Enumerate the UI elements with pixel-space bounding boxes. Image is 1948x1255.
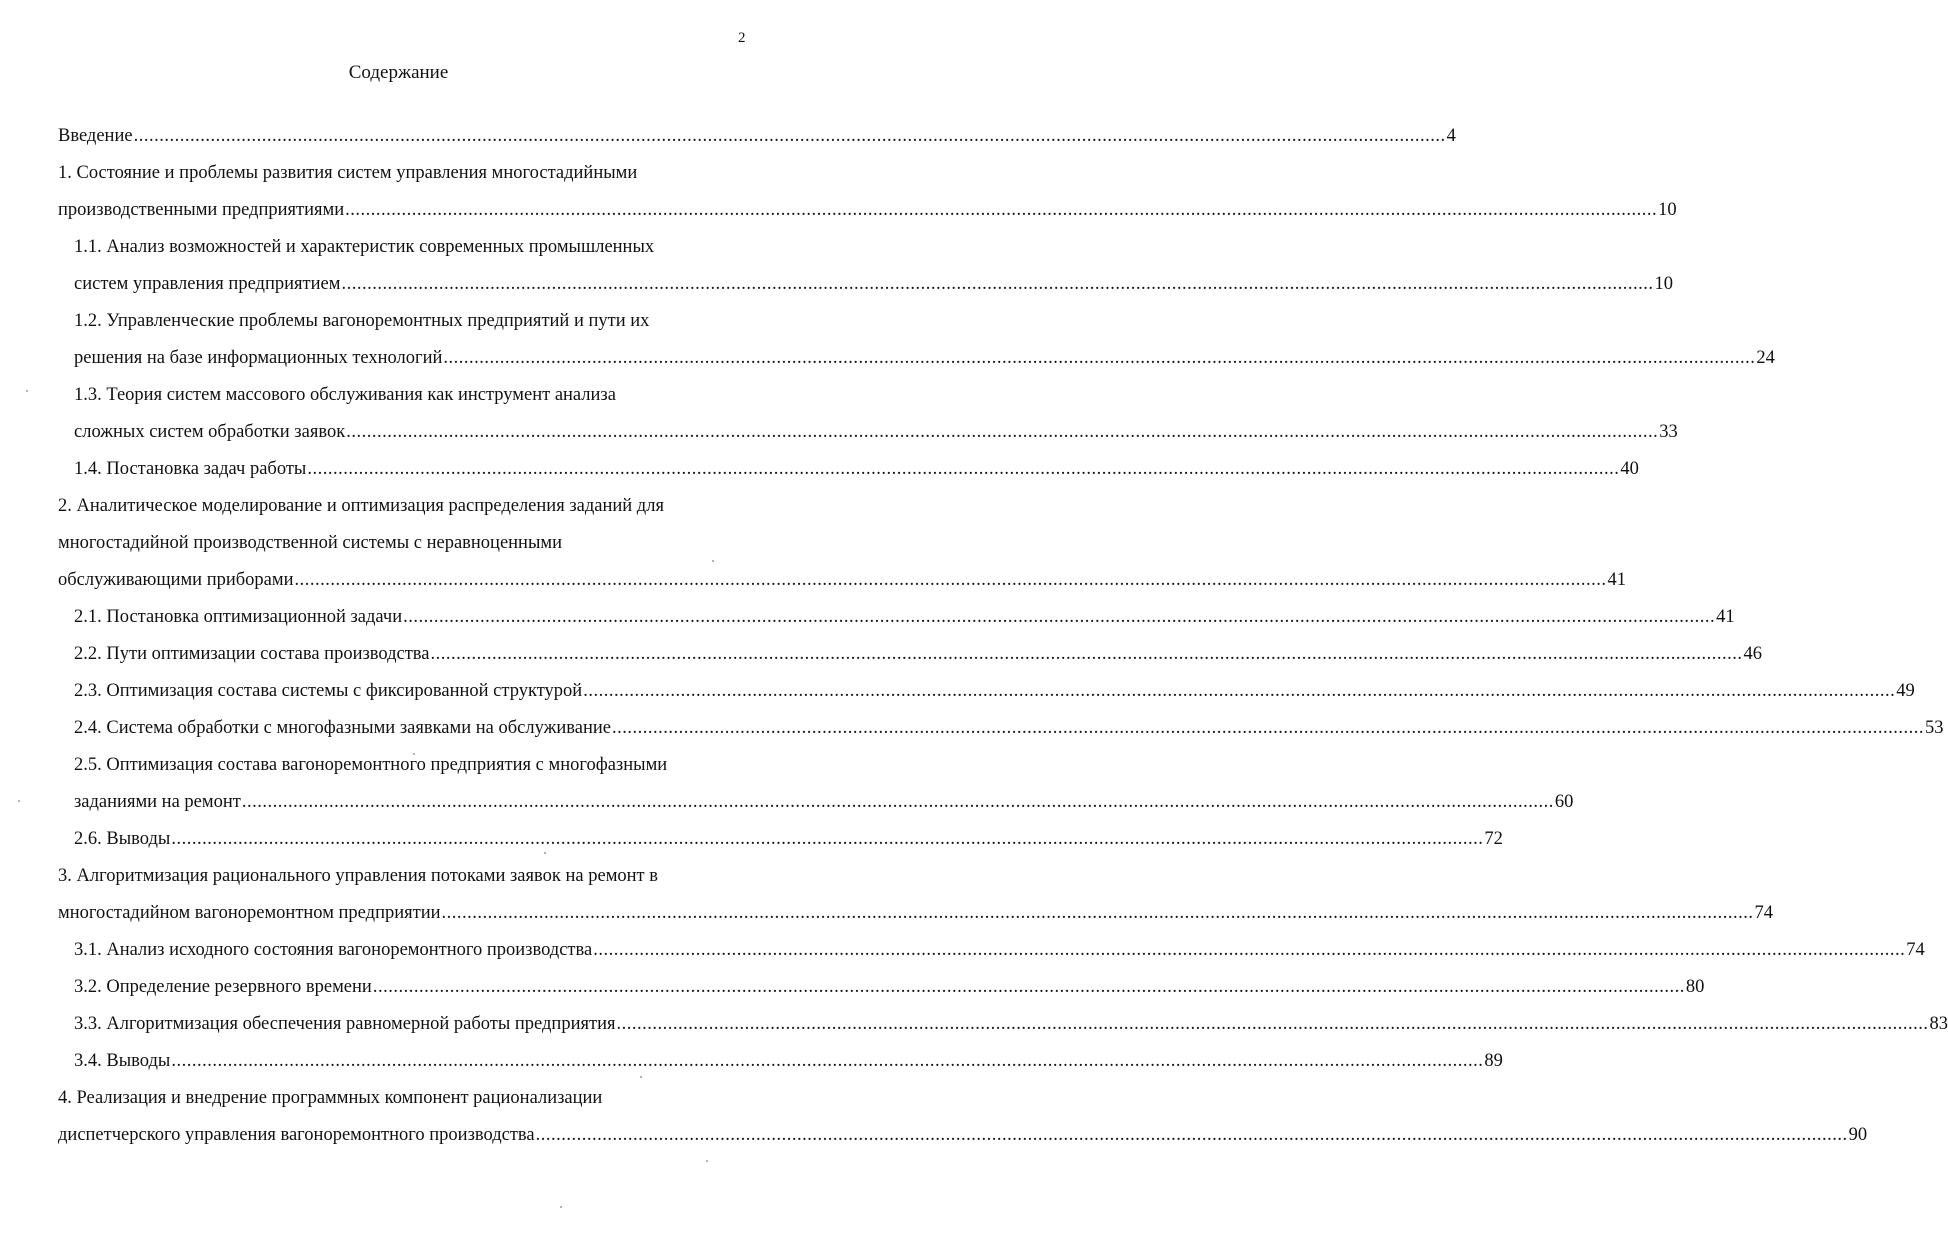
toc-entry-text: заданиями на ремонт: [74, 792, 241, 812]
scan-speck: [413, 753, 415, 755]
toc-entry-1-2-line-2[interactable]: [74, 340, 1775, 376]
dot-leader: [294, 562, 1606, 598]
toc-title: Содержание: [348, 62, 449, 83]
dot-leader: [442, 895, 1754, 931]
toc-entry-text: решения на базе информационных технологий: [74, 348, 443, 368]
toc-entry-page: 10: [1658, 200, 1677, 220]
dot-leader: [536, 1117, 1848, 1153]
toc-entry-2-4[interactable]: [74, 710, 1944, 746]
toc-entry-text: 2.2. Пути оптимизации состава производства: [74, 644, 430, 664]
toc-entry-page: 10: [1654, 274, 1673, 294]
toc-entry-page: 72: [1484, 829, 1503, 849]
toc-entry-1-1-line-1[interactable]: [74, 229, 748, 265]
scan-speck: [560, 1206, 562, 1208]
toc-entry-2-5-line-2[interactable]: [74, 784, 1574, 820]
toc-entry-page: 60: [1554, 792, 1574, 812]
dot-leader: [346, 414, 1658, 450]
dot-leader: [403, 599, 1715, 635]
toc-entry-chapter-1-line-2[interactable]: [58, 192, 1677, 228]
toc-entry-text: 2.6. Выводы: [74, 829, 171, 849]
toc-entry-text: 3.2. Определение резервного времени: [74, 977, 372, 997]
toc-entry-page: 89: [1484, 1051, 1503, 1071]
toc-entry-text: 3.3. Алгоритмизация обеспечения равномерной работы предприятия: [74, 1014, 616, 1034]
toc-entry-3-2[interactable]: [74, 969, 1705, 1005]
toc-entry-page: 90: [1848, 1125, 1868, 1145]
toc-entry-page: 74: [1754, 903, 1774, 923]
toc-entry-3-1[interactable]: [74, 932, 1925, 968]
toc-entry-chapter-2-line-1[interactable]: [58, 488, 748, 524]
toc-entry-text: систем управления предприятием: [74, 274, 341, 294]
toc-entry-text: 3. Алгоритмизация рационального управления потоками заявок на ремонт в: [58, 866, 659, 886]
toc-entry-text: диспетчерского управления вагоноремонтного производства: [58, 1125, 535, 1145]
dot-leader: [341, 266, 1653, 302]
toc-entry-page: 41: [1607, 570, 1626, 590]
toc-entry-chapter-2-line-3[interactable]: [58, 562, 1626, 598]
toc-entry-text: производственными предприятиями: [58, 200, 345, 220]
toc-entry-text: 3.1. Анализ исходного состояния вагоноремонтного производства: [74, 940, 593, 960]
toc-entry-1-3-line-1[interactable]: [74, 377, 748, 413]
toc-entry-text: 2.1. Постановка оптимизационной задачи: [74, 607, 403, 627]
toc-entry-page: 40: [1620, 459, 1639, 479]
toc-entry-3-3[interactable]: [74, 1006, 1948, 1042]
toc-entry-2-3[interactable]: [74, 673, 1915, 709]
toc-entry-1-2-line-1[interactable]: [74, 303, 748, 339]
scan-speck: [640, 1076, 642, 1078]
scan-speck: [712, 560, 714, 562]
dot-leader: [583, 673, 1895, 709]
toc-entry-text: многостадийном вагоноремонтном предприятии: [58, 903, 441, 923]
toc-entry-chapter-4-line-1[interactable]: [58, 1080, 748, 1116]
toc-entry-page: 74: [1906, 940, 1925, 960]
toc-entry-2-2[interactable]: [74, 636, 1763, 672]
toc-entry-1-3-line-2[interactable]: [74, 414, 1678, 450]
toc-entry-page: 83: [1929, 1014, 1948, 1034]
toc-entry-text: 4. Реализация и внедрение программных компонент рационализации: [58, 1088, 603, 1108]
toc-entry-page: 24: [1756, 348, 1775, 368]
dot-leader: [345, 192, 1657, 228]
toc-entry-text: обслуживающими приборами: [58, 570, 294, 590]
toc-entry-text: сложных систем обработки заявок: [74, 422, 346, 442]
toc-entry-page: 41: [1716, 607, 1735, 627]
toc-entry-text: многостадийной производственной системы с неравноценными: [58, 533, 562, 553]
toc-entry-page: 46: [1743, 644, 1763, 664]
scan-speck: [544, 852, 546, 854]
toc-entry-page: 80: [1685, 977, 1705, 997]
toc-entry-text: 2.4. Система обработки с многофазными заявками на обслуживание: [74, 718, 611, 738]
toc-entry-text: 1. Состояние и проблемы развития систем управления многостадийными: [58, 163, 638, 183]
dot-leader: [242, 784, 1554, 820]
toc-entry-text: 1.1. Анализ возможностей и характеристик современных промышленных: [74, 237, 655, 257]
dot-leader: [171, 821, 1483, 857]
toc-entry-page: 49: [1896, 681, 1915, 701]
toc-entry-introduction[interactable]: [58, 118, 1456, 154]
dot-leader: [443, 340, 1755, 376]
toc-entry-3-4[interactable]: [74, 1043, 1503, 1079]
toc-entry-chapter-1-line-1[interactable]: [58, 155, 748, 191]
dot-leader: [431, 636, 1743, 672]
toc-entry-chapter-3-line-2[interactable]: [58, 895, 1774, 931]
dot-leader: [593, 932, 1905, 968]
toc-entry-page: 33: [1659, 422, 1678, 442]
dot-leader: [373, 969, 1685, 1005]
toc-entry-text: 2.3. Оптимизация состава системы с фиксированной структурой: [74, 681, 583, 701]
toc-entry-2-1[interactable]: [74, 599, 1735, 635]
toc-entry-2-6[interactable]: [74, 821, 1503, 857]
toc-entry-chapter-3-line-1[interactable]: [58, 858, 748, 894]
toc-entry-1-1-line-2[interactable]: [74, 266, 1673, 302]
dot-leader: [171, 1043, 1483, 1079]
dot-leader: [612, 710, 1924, 746]
toc-entry-text: 2.5. Оптимизация состава вагоноремонтного предприятия с многофазными: [74, 755, 668, 775]
toc-entry-chapter-4-line-2[interactable]: [58, 1117, 1868, 1153]
scan-speck: [706, 1160, 708, 1162]
toc-entry-page: 53: [1924, 718, 1944, 738]
toc-entry-page: 4: [1446, 126, 1456, 146]
scan-speck: [18, 800, 20, 802]
toc-entry-chapter-2-line-2[interactable]: [58, 525, 748, 561]
toc-entry-text: Введение: [58, 126, 133, 146]
scan-speck: [26, 390, 28, 392]
toc-entry-text: 3.4. Выводы: [74, 1051, 171, 1071]
toc-entry-2-5-line-1[interactable]: [74, 747, 748, 783]
toc-entry-text: 1.4. Постановка задач работы: [74, 459, 307, 479]
toc-entry-text: 1.3. Теория систем массового обслуживания как инструмент анализа: [74, 385, 616, 405]
toc-entry-1-4[interactable]: [74, 451, 1639, 487]
dot-leader: [134, 118, 1446, 154]
dot-leader: [307, 451, 1619, 487]
toc-entry-text: 2. Аналитическое моделирование и оптимизация распределения заданий для: [58, 496, 664, 516]
dot-leader: [617, 1006, 1929, 1042]
toc-entry-text: 1.2. Управленческие проблемы вагоноремонтных предприятий и пути их: [74, 311, 650, 331]
page-number: 2: [738, 30, 746, 46]
